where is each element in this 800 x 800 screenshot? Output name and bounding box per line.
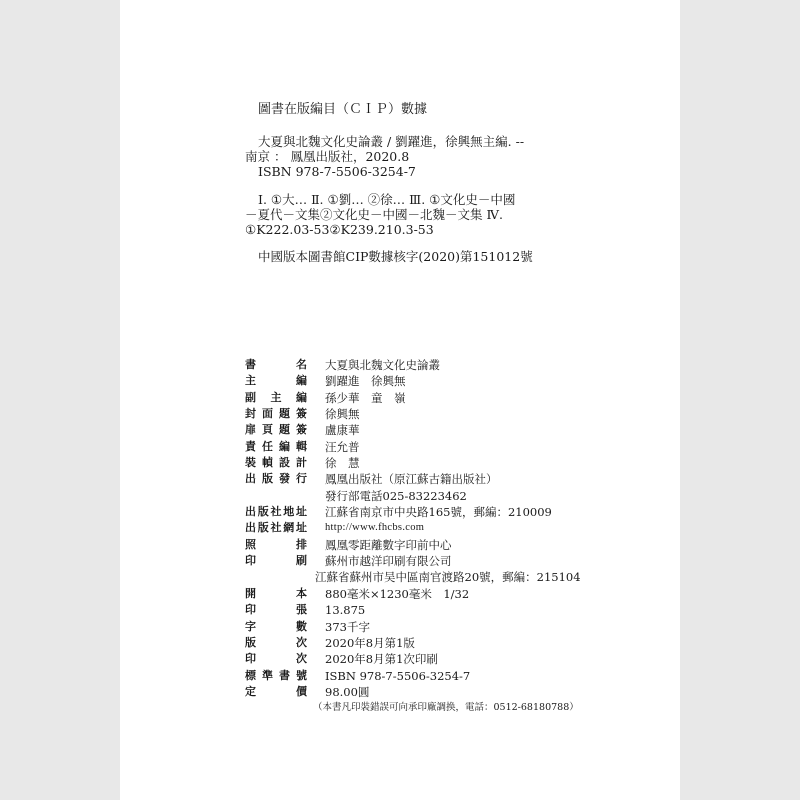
field-value: 徐興無	[325, 407, 360, 422]
field-label: 副主編	[245, 390, 307, 404]
field-label: 照排	[245, 537, 307, 551]
field-label: 出版社地址	[245, 505, 307, 519]
field-label: 出版發行	[245, 472, 307, 486]
field-value: http://www.fhcbs.com	[325, 522, 425, 534]
field-value: 汪允普	[325, 439, 360, 454]
cip-subject-line: －夏代－文集②文化史－中國－北魏－文集 Ⅳ.	[245, 207, 503, 222]
row-edition	[245, 635, 581, 651]
row-publisher-website	[245, 520, 581, 536]
row-printer	[245, 553, 581, 569]
row-publisher-address	[245, 504, 581, 520]
cip-classification-line: ①K222.03-53②K239.210.3-53	[245, 222, 434, 237]
field-label: 主編	[245, 374, 307, 388]
row-responsible-editor	[245, 439, 581, 455]
field-label: 定價	[245, 684, 307, 698]
row-deputy-editors	[245, 390, 581, 406]
field-value: 2020年8月第1次印刷	[325, 652, 438, 667]
field-value: 發行部電話025-83223462	[325, 488, 467, 503]
cip-title-line: 大夏與北魏文化史論叢 / 劉躍進，徐興無主編. --	[258, 134, 525, 149]
row-typesetting	[245, 537, 581, 553]
row-price	[245, 684, 581, 700]
row-word-count	[245, 619, 581, 635]
field-label: 印刷	[245, 554, 307, 568]
colophon-table	[245, 357, 581, 700]
field-value: 2020年8月第1版	[325, 635, 415, 650]
field-value: 蘇州市越洋印刷有限公司	[325, 554, 452, 569]
field-label: 裝幀設計	[245, 456, 307, 470]
field-label-spacer	[245, 569, 307, 585]
row-isbn	[245, 668, 581, 684]
field-value: 13.875	[325, 603, 366, 618]
cip-record-number: 中國版本圖書館CIP數據核字(2020)第151012號	[258, 249, 533, 264]
row-publisher	[245, 471, 581, 487]
field-label: 出版社網址	[245, 521, 307, 535]
field-value: 劉躍進 徐興無	[325, 374, 406, 389]
field-label: 封面題簽	[245, 407, 307, 421]
row-publisher-phone	[245, 488, 581, 504]
row-cover-calligraphy	[245, 406, 581, 422]
row-chief-editors	[245, 373, 581, 389]
copyright-page	[120, 0, 680, 800]
field-label: 責任編輯	[245, 439, 307, 453]
field-value: 江蘇省蘇州市吴中區南官渡路20號，郵編：215104	[315, 570, 581, 585]
field-label: 扉頁題簽	[245, 423, 307, 437]
field-value: 鳳凰零距離數字印前中心	[325, 537, 452, 552]
field-label: 開本	[245, 586, 307, 600]
field-value: 江蘇省南京市中央路165號，郵編：210009	[325, 505, 552, 520]
cip-subject-line: Ⅰ. ①大… Ⅱ. ①劉… ②徐… Ⅲ. ①文化史－中國	[258, 192, 516, 207]
field-label: 書名	[245, 358, 307, 371]
field-value: 鳳凰出版社（原江蘇古籍出版社）	[325, 472, 498, 487]
field-value: 880毫米×1230毫米 1/32	[325, 586, 470, 601]
field-label: 字數	[245, 619, 307, 633]
cip-publication-line: 南京 ： 鳳凰出版社，2020.8	[245, 149, 410, 164]
field-value: ISBN 978-7-5506-3254-7	[325, 668, 471, 683]
row-title-page-calligraphy	[245, 422, 581, 438]
field-label-spacer	[245, 488, 307, 504]
field-value: 盧康華	[325, 423, 360, 438]
field-value: 徐 慧	[325, 456, 360, 471]
row-impression	[245, 651, 581, 667]
row-format	[245, 586, 581, 602]
field-label: 版次	[245, 635, 307, 649]
cip-heading: 圖書在版編目（ＣＩＰ）數據	[258, 102, 428, 117]
field-label: 標準書號	[245, 668, 307, 682]
row-printer-address	[245, 569, 581, 585]
row-book-title	[245, 357, 581, 373]
field-value: 孫少華 童 嶺	[325, 390, 406, 405]
field-value: 373千字	[325, 619, 370, 634]
field-value: 98.00圓	[325, 684, 370, 699]
row-printed-sheets	[245, 602, 581, 618]
row-binding-design	[245, 455, 581, 471]
field-label: 印次	[245, 652, 307, 666]
cip-isbn-line: ISBN 978-7-5506-3254-7	[258, 164, 416, 179]
field-value: 大夏與北魏文化史論叢	[325, 358, 440, 372]
field-label: 印張	[245, 603, 307, 617]
printing-defect-note: （本書凡印裝錯誤可向承印廠調换，電話：0512-68180788）	[313, 702, 579, 713]
